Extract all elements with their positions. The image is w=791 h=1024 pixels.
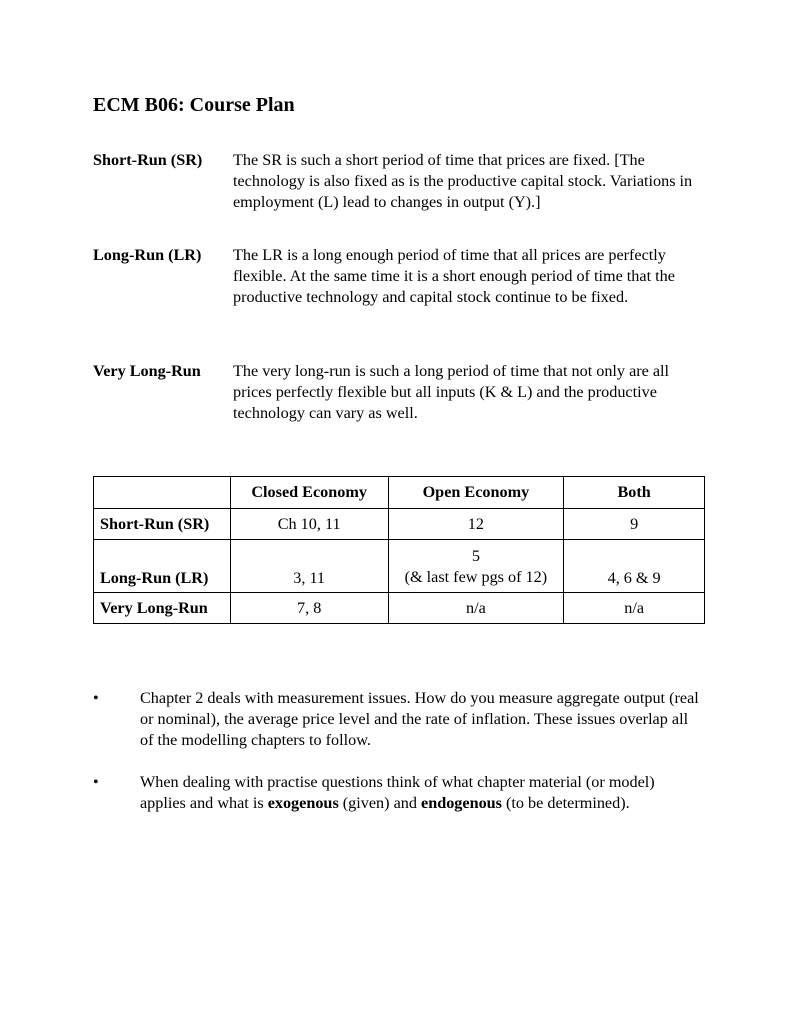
- table-header-both: Both: [564, 477, 705, 509]
- bullet-bold-endogenous: endogenous: [421, 794, 502, 812]
- cell-open: 12: [388, 509, 564, 540]
- bullet-text-part: (given) and: [338, 794, 422, 812]
- definition-term: Very Long-Run: [93, 362, 201, 380]
- table-row: [94, 509, 705, 540]
- bullet-bold-exogenous: exogenous: [267, 794, 339, 812]
- cell-closed: Ch 10, 11: [230, 509, 388, 540]
- definition-text: The LR is a long enough period of time that all prices are perfectly flexible. At the same time it is a short enough period of time that the productive technology and capital stock continue to be fixed.: [233, 246, 675, 306]
- page-title: ECM B06: Course Plan: [93, 94, 295, 116]
- bullet-text: [140, 688, 700, 751]
- bullet-item-practice: [93, 772, 713, 814]
- definition-term: Long-Run (LR): [93, 246, 202, 264]
- bullet-text-part: (to be determined).: [501, 794, 630, 812]
- cell-both: n/a: [564, 593, 705, 624]
- definition-term: Short-Run (SR): [93, 151, 203, 169]
- bullet-text-part: Chapter 2 deals with measurement issues. How do you measure aggregate output (real or nominal), the average price level and the rate of inflation. These issues overlap all of the modelling chapters to follow.: [140, 689, 699, 749]
- bullet-text: [140, 772, 700, 814]
- cell-open: [388, 540, 564, 593]
- cell-both: 4, 6 & 9: [564, 540, 705, 593]
- table-header-open-economy: Open Economy: [388, 477, 564, 509]
- table-header-row: [94, 477, 705, 509]
- bullet-symbol: •: [93, 689, 99, 707]
- bullet-symbol: •: [93, 773, 99, 791]
- row-label: Long-Run (LR): [94, 540, 231, 593]
- table-row: [94, 540, 705, 593]
- cell-closed: 7, 8: [230, 593, 388, 624]
- bullet-item-measurement: [93, 688, 713, 751]
- row-label: Very Long-Run: [94, 593, 231, 624]
- cell-open: n/a: [388, 593, 564, 624]
- course-plan-table: [93, 476, 705, 624]
- definition-text: The SR is such a short period of time that prices are fixed. [The technology is also fixed as is the productive capital stock. Variations in employment (L) lead to changes in output (Y).]: [233, 151, 693, 211]
- cell-open-note: (& last few pgs of 12): [404, 568, 548, 586]
- definition-short-run: [93, 150, 713, 213]
- table-header-closed-economy: Closed Economy: [230, 477, 388, 509]
- bullet-text-part: When dealing with practise questions think of what chapter material (or model) applies and what is: [140, 773, 655, 812]
- cell-open-value: 5: [471, 547, 480, 565]
- cell-both: 9: [564, 509, 705, 540]
- table-row: [94, 593, 705, 624]
- definition-text: The very long-run is such a long period of time that not only are all prices perfectly flexible but all inputs (K & L) and the productive technology can vary as well.: [233, 362, 670, 422]
- definition-long-run: [93, 245, 713, 308]
- definition-very-long-run: [93, 361, 713, 424]
- row-label: Short-Run (SR): [94, 509, 231, 540]
- cell-closed: 3, 11: [230, 540, 388, 593]
- table-header-empty: [94, 477, 231, 509]
